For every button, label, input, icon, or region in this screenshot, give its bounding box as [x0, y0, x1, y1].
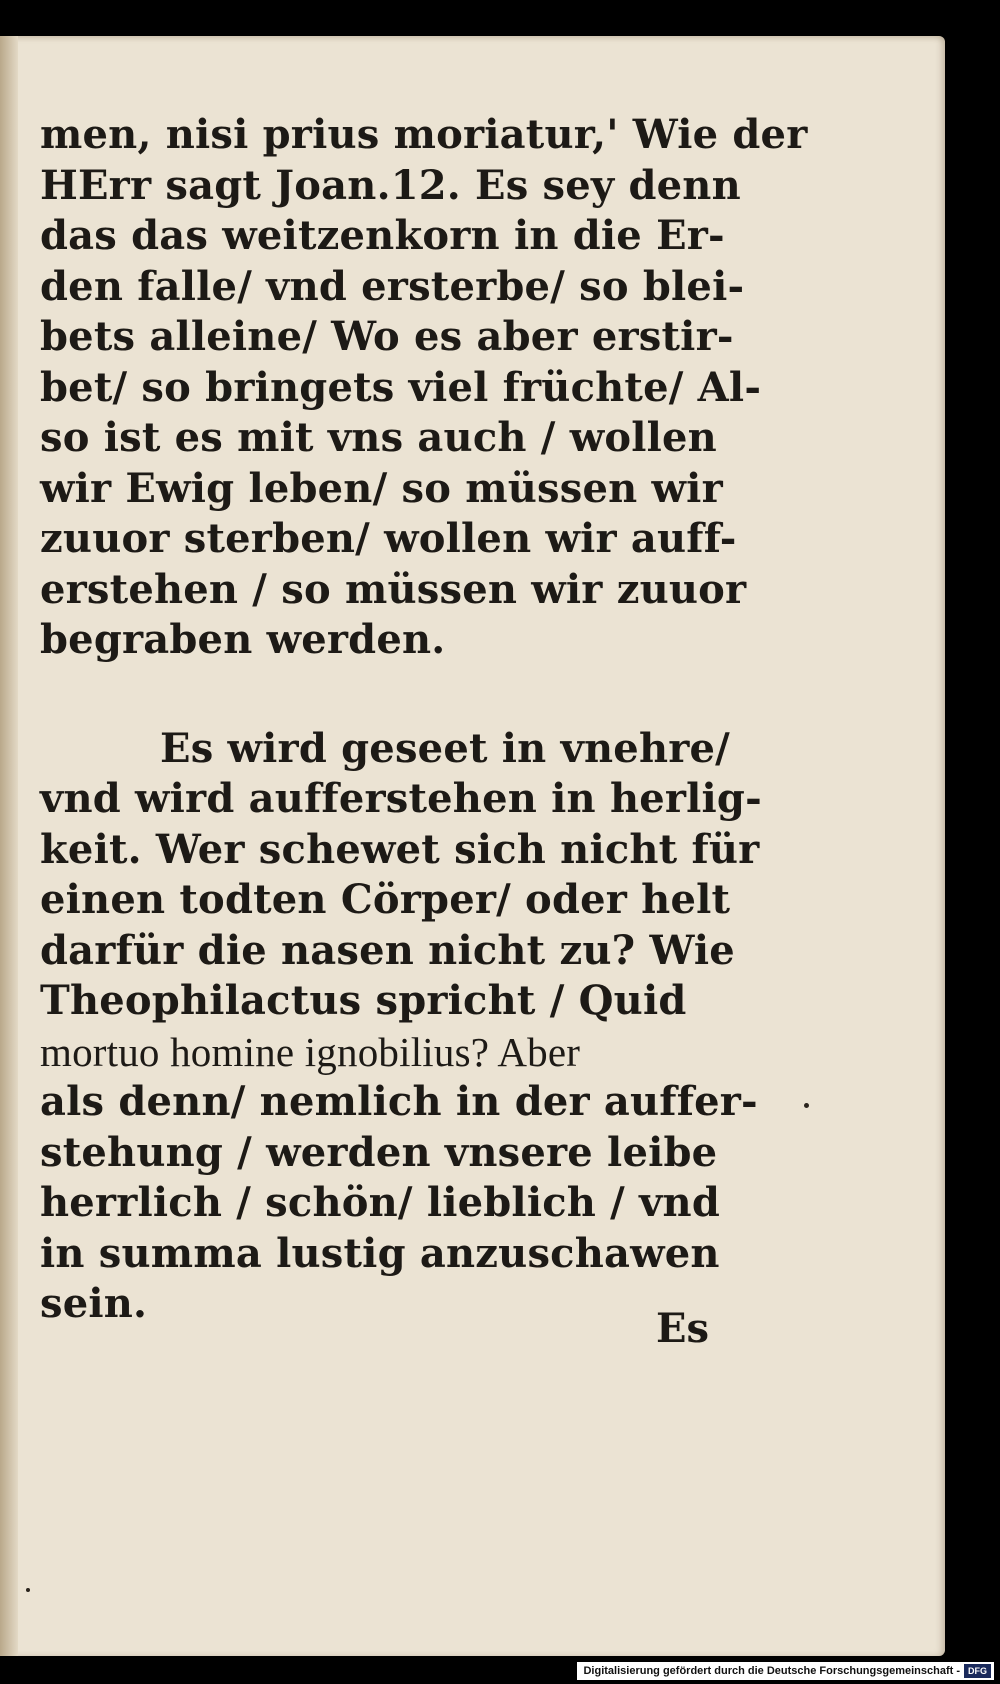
paragraph-2	[40, 724, 762, 1330]
text-line: so ist es mit vns auch / wollen	[40, 414, 717, 461]
footer-credit: Digitalisierung gefördert durch die Deutsche Forschungsgemeinschaft -	[583, 1665, 960, 1677]
text-line: Theophilactus spricht / Quid	[40, 977, 687, 1024]
text-line: herrlich / schön/ lieblich / vnd	[40, 1179, 721, 1226]
text-line: sein.	[40, 1280, 148, 1327]
text-line: keit. Wer schewet sich nicht für	[40, 825, 760, 873]
text-line: begraben werden.	[40, 616, 446, 663]
paragraph-1	[40, 110, 808, 666]
text-line: vnd wird aufferstehen in herlig-	[40, 775, 762, 822]
text-line: in summa lustig anzuschawen	[40, 1229, 720, 1277]
text-line: Es wird geseet in vnehre/	[160, 724, 730, 772]
text-line: men, nisi prius moriatur,' Wie der	[40, 111, 808, 158]
text-line: darfür die nasen nicht zu? Wie	[40, 926, 735, 974]
text-line: als denn/ nemlich in der auffer-	[40, 1078, 758, 1125]
dfg-logo-icon: DFG	[964, 1664, 991, 1678]
page-text	[40, 110, 808, 1330]
digitization-footer	[577, 1662, 994, 1680]
catchword: Es	[656, 1305, 710, 1352]
text-line: erstehen / so müssen wir zuuor	[40, 565, 747, 613]
page-gutter	[0, 36, 18, 1656]
text-line: stehung / werden vnsere leibe	[40, 1128, 718, 1176]
paragraph-gap	[40, 666, 730, 724]
text-line: den falle/ vnd ersterbe/ so blei-	[40, 262, 745, 310]
text-line: bet/ so bringets viel früchte/ Al-	[40, 363, 762, 411]
ink-speck	[26, 1588, 30, 1592]
text-line: bets alleine/ Wo es aber erstir-	[40, 313, 734, 360]
ink-speck	[804, 1103, 809, 1108]
text-line: das das weitzenkorn in die Er-	[40, 212, 725, 259]
text-line: zuuor sterben/ wollen wir auff-	[40, 515, 737, 562]
text-line: einen todten Cörper/ oder helt	[40, 876, 731, 923]
text-line: wir Ewig leben/ so müssen wir	[40, 464, 723, 512]
text-line: HErr sagt Joan.12. Es sey denn	[40, 161, 741, 209]
text-line: mortuo homine ignobilius? Aber	[40, 1028, 581, 1075]
